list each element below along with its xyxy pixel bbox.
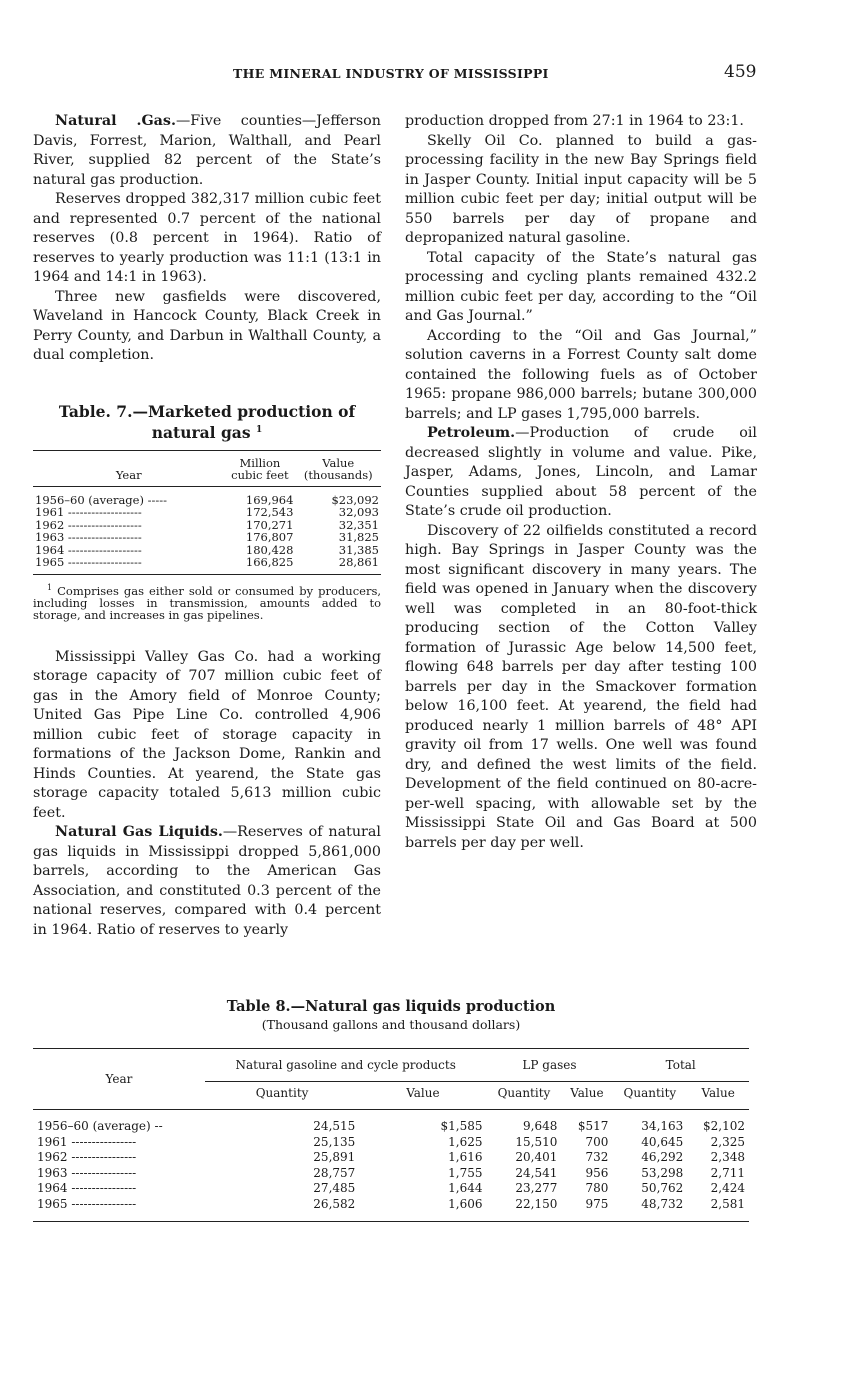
quantity-cell: 28,757: [313, 1165, 356, 1180]
skelly-paragraph: Skelly Oil Co. planned to build a gas-processing facility in the new Bay Springs field in Jasper County. Initial input capacity will be 5 million cubic feet per day; initial output will be 550 barrels per day of propane and depropanized natural gasoline.: [405, 132, 757, 246]
storage-paragraph: Mississippi Valley Gas Co. had a working storage capacity of 707 million cubic feet of gas in the Amory field of Monroe County; United Gas Pipe Line Co. controlled 4,906 million cubic feet of storage capacity in formations of the Jackson Dome, Rankin and Hinds Counties. At yearend, the State gas storage capacity totaled 5,613 million cubic feet.: [33, 648, 381, 821]
table-7-title: Table. 7.—Marketed production of natural gas $^1$: [58, 401, 356, 442]
quantity-cell: 26,582: [313, 1196, 356, 1211]
quantity-cell: 40,645: [641, 1134, 684, 1149]
value-cell: 732: [585, 1150, 609, 1164]
quantity-cell: 170,271: [245, 517, 294, 532]
table-row: [33, 1135, 749, 1151]
year-cell: 1964 -------------------: [35, 542, 142, 557]
table-row: [33, 1110, 749, 1135]
discovery-paragraph: Discovery of 22 oilfields constituted a record high. Bay Springs in Jasper County was the most significant discovery in many years. The field was opened in January when the discovery well was completed in an 80-foot-thick producing section of the Cotton Valley formation of Jurassic Age below 14,500 feet, flowing 648 barrels per day after testing 100 barrels per day in the Smackover formation below 16,100 feet. At yearend, the field had produced nearly 1 million barrels of 48° API gravity oil from 17 wells. One well was found dry, and defined the west limits of the field. Development of the field continued on 80-acre-per-well spacing, with allowable set by the Mississippi State Oil and Gas Board at 500 barrels per day per well.: [405, 522, 757, 851]
value-cell: 31,825: [338, 530, 379, 545]
year-cell: 1965 ----------------: [37, 1196, 137, 1211]
value-cell: 1,644: [448, 1181, 483, 1195]
petroleum-heading: Petroleum.: [427, 425, 516, 441]
col-quantity: Quantity: [255, 1085, 309, 1100]
value-cell: $1,585: [440, 1119, 483, 1133]
year-cell: 1963 -------------------: [35, 530, 142, 545]
quantity-cell: 27,485: [313, 1181, 356, 1195]
col-value: Value (thousands): [303, 455, 373, 483]
value-cell: 28,861: [338, 555, 379, 570]
quantity-cell: 24,515: [313, 1119, 356, 1133]
quantity-cell: 23,277: [515, 1181, 558, 1195]
value-cell: 1,616: [448, 1150, 483, 1164]
year-cell: 1962 ----------------: [37, 1150, 137, 1164]
quantity-cell: 25,135: [313, 1134, 356, 1149]
reserves-paragraph: Reserves dropped 382,317 million cubic feet and represented 0.7 percent of the national reserves (0.8 percent in 1964). Ratio of reserves to yearly production was 11:1 (13:1 in 1964 and 14:1 in 1963).: [33, 191, 381, 285]
natural-gas-heading: Natural .Gas.: [55, 113, 176, 129]
value-cell: 1,755: [448, 1165, 483, 1180]
page-number: 459: [724, 62, 757, 82]
value-cell: 2,581: [710, 1196, 745, 1211]
table-row: [33, 531, 381, 544]
col-year: Year: [115, 468, 142, 483]
ngl-paragraph: Natural Gas Liquids.—Reserves of natural gas liquids in Mississippi dropped 5,861,000 barrels, according to the American Gas Association, and constituted 0.3 percent of the national reserves, compared with 0.4 percent in 1964. Ratio of reserves to yearly: [33, 824, 381, 938]
quantity-cell: 169,964: [245, 492, 294, 507]
page-header: [0, 62, 856, 86]
value-cell: $517: [577, 1119, 609, 1133]
value-cell: 32,351: [338, 517, 379, 532]
table-8-grid: [33, 1048, 749, 1222]
table-8: [33, 998, 749, 1222]
table-7-footnote: $^1$ Comprises gas either sold or consumed by producers, including losses in transmission, amounts added to storage, and increases in gas pipelines.: [33, 582, 381, 623]
quantity-cell: 34,163: [641, 1119, 684, 1133]
value-cell: 780: [585, 1181, 609, 1195]
quantity-cell: 180,428: [245, 542, 294, 557]
value-cell: 975: [585, 1196, 609, 1211]
quantity-cell: 24,541: [515, 1165, 558, 1180]
table-row: [33, 1197, 749, 1222]
quantity-cell: 166,825: [245, 555, 294, 570]
quantity-cell: 48,732: [641, 1196, 684, 1211]
group-total: Total: [612, 1049, 749, 1082]
value-cell: 700: [585, 1134, 609, 1149]
value-cell: 32,093: [338, 505, 379, 520]
value-cell: 2,711: [710, 1165, 745, 1180]
year-cell: 1963 ----------------: [37, 1165, 137, 1180]
natural-gas-paragraph: Natural .Gas.—Five counties—Jefferson Davis, Forrest, Marion, Walthall, and Pearl River, supplied 82 percent of the State’s natural gas production.: [33, 113, 381, 188]
col-quantity: Quantity: [623, 1085, 677, 1100]
table-8-title: Table 8.—Natural gas liquids production: [226, 998, 556, 1015]
value-cell: 1,606: [448, 1196, 483, 1211]
table-8-subtitle: (Thousand gallons and thousand dollars): [261, 1017, 521, 1032]
quantity-cell: 25,891: [313, 1150, 356, 1164]
table-row: [33, 486, 381, 506]
quantity-cell: 22,150: [515, 1196, 558, 1211]
year-cell: 1964 ----------------: [37, 1181, 137, 1195]
quantity-cell: 9,648: [523, 1119, 558, 1133]
year-cell: 1956–60 (average) --: [37, 1119, 163, 1133]
value-cell: 2,424: [710, 1181, 745, 1195]
table-row: [33, 1166, 749, 1182]
year-cell: 1956–60 (average) -----: [35, 492, 168, 507]
quantity-cell: 176,807: [245, 530, 294, 545]
quantity-cell: 53,298: [641, 1165, 684, 1180]
col-quantity: Quantity: [497, 1085, 551, 1100]
petroleum-paragraph: Petroleum.—Production of crude oil decreased slightly in volume and value. Pike, Jasper, Adams, Jones, Lincoln, and Lamar Counties supplied about 58 percent of the State’s crude oil production.: [405, 425, 757, 519]
col-value: Value: [701, 1085, 735, 1100]
ngl-heading: Natural Gas Liquids.: [55, 824, 223, 841]
caverns-paragraph: According to the “Oil and Gas Journal,” solution caverns in a Forrest County salt dome contained the following fuels as of October 1965: propane 986,000 barrels; butane 300,000 barrels; and LP gases 1,795,000 barrels.: [405, 327, 757, 422]
quantity-cell: 15,510: [515, 1134, 558, 1149]
quantity-cell: 172,543: [245, 505, 294, 520]
value-cell: $23,092: [331, 492, 379, 507]
year-cell: 1961 ----------------: [37, 1134, 137, 1149]
ratio-paragraph: production dropped from 27:1 in 1964 to 23:1.: [405, 113, 744, 129]
value-cell: 2,325: [710, 1134, 745, 1149]
quantity-cell: 46,292: [641, 1150, 684, 1164]
table-row: [33, 556, 381, 574]
capacity-paragraph: Total capacity of the State’s natural gas processing and cycling plants remained 432.2 million cubic feet per day, according to the “Oil and Gas Journal.”: [405, 249, 757, 324]
group-lp-gases: LP gases: [487, 1049, 613, 1082]
table-7-grid: [33, 450, 381, 575]
col-year: Year: [105, 1072, 133, 1087]
footnote-marker: 1: [255, 424, 263, 435]
year-cell: 1965 -------------------: [35, 555, 142, 570]
col-value: Value: [406, 1085, 440, 1100]
table-row: [33, 506, 381, 519]
table-row: [33, 1150, 749, 1166]
year-cell: 1961 -------------------: [35, 505, 142, 520]
col-quantity: Million cubic feet: [231, 455, 289, 483]
right-column: [405, 112, 757, 853]
group-natural-gasoline: Natural gasoline and cycle products: [205, 1049, 487, 1082]
gasfields-paragraph: Three new gasfields were discovered, Waveland in Hancock County, Black Creek in Perry County, and Darbun in Walthall County, a dual completion.: [33, 288, 381, 363]
value-cell: 1,625: [448, 1134, 483, 1149]
table-row: [33, 1181, 749, 1197]
col-value: Value: [570, 1085, 604, 1100]
year-cell: 1962 -------------------: [35, 517, 142, 532]
table-7: [33, 402, 381, 622]
left-column: [33, 112, 381, 940]
value-cell: 2,348: [710, 1150, 745, 1164]
value-cell: 956: [585, 1165, 609, 1180]
running-title: THE MINERAL INDUSTRY OF MISSISSIPPI: [233, 66, 549, 81]
value-cell: 31,385: [338, 542, 379, 557]
quantity-cell: 50,762: [641, 1181, 684, 1195]
value-cell: $2,102: [703, 1119, 745, 1133]
quantity-cell: 20,401: [515, 1150, 558, 1164]
